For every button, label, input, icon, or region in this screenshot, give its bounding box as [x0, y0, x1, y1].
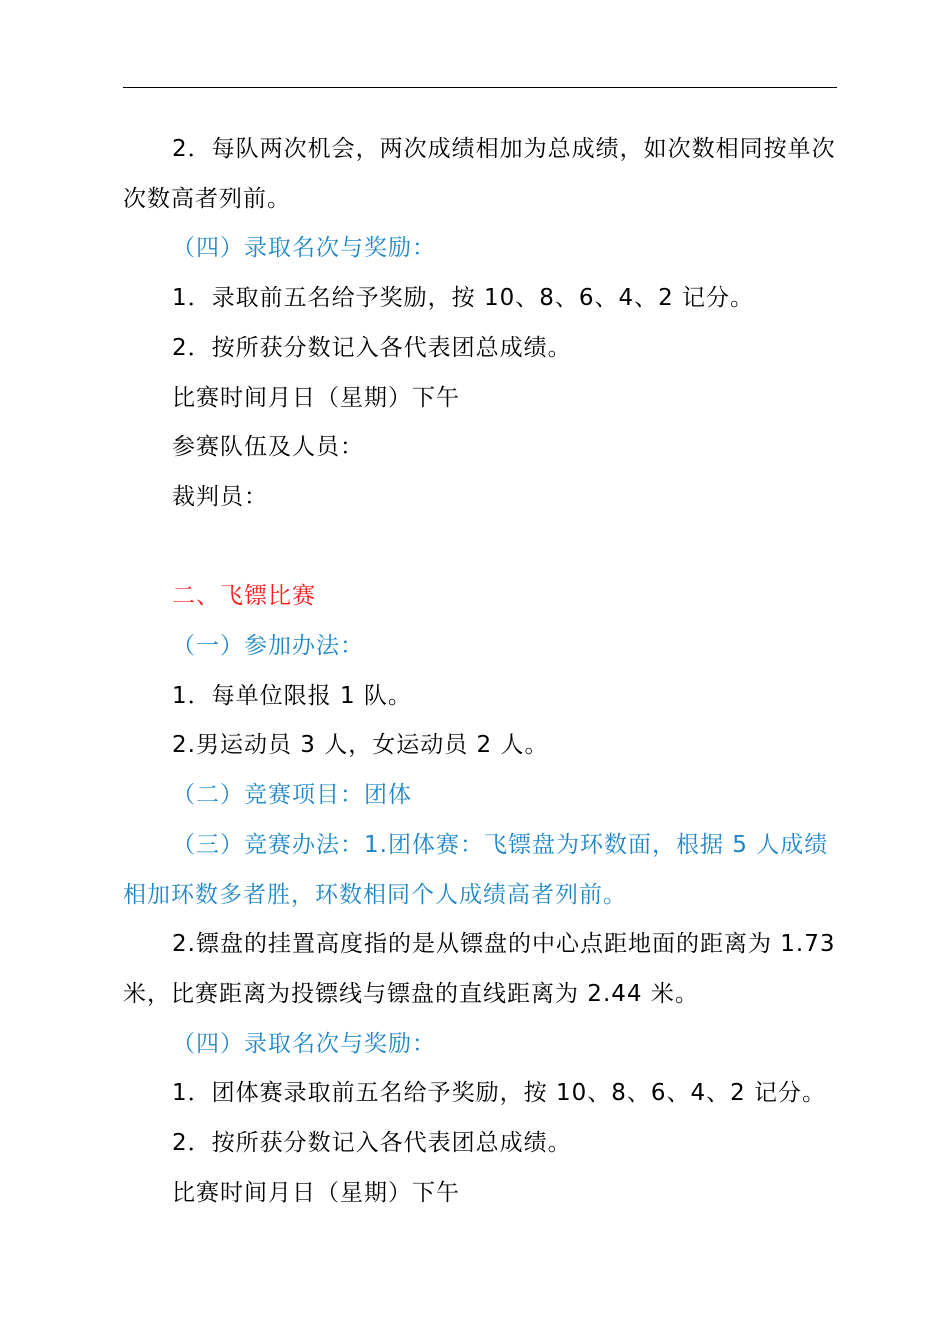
heading-events: （二）竞赛项目：团体 [172, 782, 412, 809]
heading-participation: （一）参加办法： [172, 633, 364, 660]
heading-ranking-awards: （四）录取名次与奖励： [172, 235, 436, 262]
heading-ranking-awards-2: （四）录取名次与奖励： [172, 1030, 436, 1057]
paragraph-referees: 裁判员： [172, 483, 268, 510]
paragraph-match-time-2: 比赛时间月日（星期）下午 [172, 1179, 460, 1206]
paragraph-ranking-score: 2．按所获分数记入各代表团总成绩。 [172, 334, 572, 361]
paragraph-match-time: 比赛时间月日（星期）下午 [172, 384, 460, 411]
paragraph-rules-attempts: 2．每队两次机会，两次成绩相加为总成绩，如次数相同按单次次数高者列前。 [123, 136, 836, 212]
paragraph-team-top-five: 1．团体赛录取前五名给予奖励，按 10、8、6、4、2 记分。 [172, 1080, 827, 1107]
paragraph-board-height: 2.镖盘的挂置高度指的是从镖盘的中心点距地面的距离为 1.73 米，比赛距离为投镖线与镖盘的直线距离为 2.44 米。 [123, 931, 836, 1007]
header-rule [123, 87, 837, 88]
blank-line [123, 523, 839, 573]
document-body [123, 125, 839, 1218]
heading-competition-method: （三）竞赛办法：1.团体赛：飞镖盘为环数面，根据 5 人成绩相加环数多者胜，环数相同个人成绩高者列前。 [123, 831, 829, 908]
paragraph-ranking-score-2: 2．按所获分数记入各代表团总成绩。 [172, 1130, 572, 1157]
paragraph-athletes: 2.男运动员 3 人，女运动员 2 人。 [172, 732, 549, 759]
section-title-darts: 二、飞镖比赛 [172, 583, 316, 610]
paragraph-ranking-top-five: 1．录取前五名给予奖励，按 10、8、6、4、2 记分。 [172, 285, 755, 312]
paragraph-one-team: 1．每单位限报 1 队。 [172, 682, 412, 709]
paragraph-teams: 参赛队伍及人员： [172, 434, 364, 461]
